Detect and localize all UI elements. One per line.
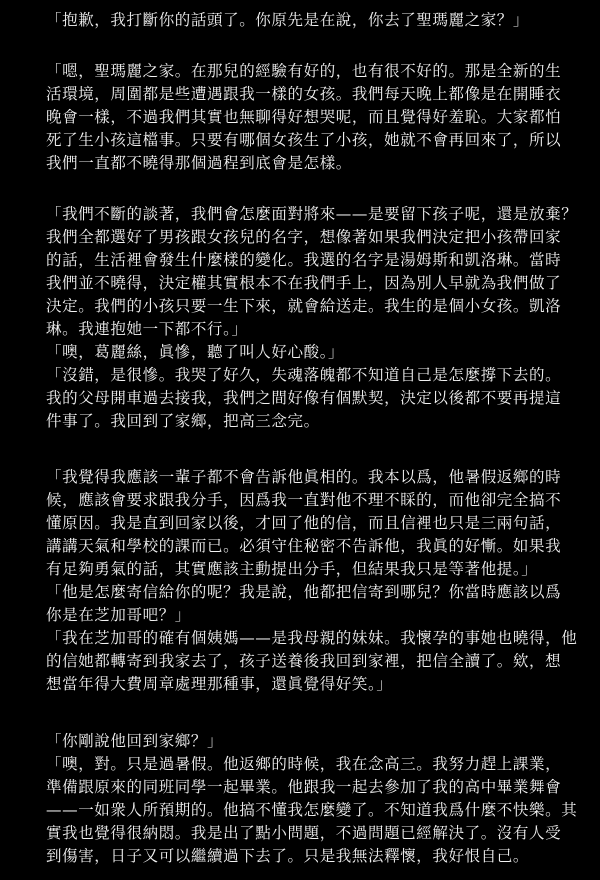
- text-line: 琳。我連抱她一下都不行。」: [46, 320, 248, 338]
- text-line: 「噢，葛麗絲，眞慘，聽了叫人好心酸。」: [46, 343, 345, 361]
- text-line: 想當年得大費周章處理那種事，還眞覺得好笑。」: [46, 675, 393, 693]
- text-line: 我的父母開車過去接我，我們之間好像有個默契，決定以後都不要再提這: [46, 389, 562, 407]
- text-line: ——一如衆人所預期的。他搞不懂我怎麼變了。不知道我爲什麼不快樂。其: [46, 801, 578, 819]
- text-line: 準備跟原來的同班同學一起畢業。他跟我一起去參加了我的高中畢業舞會: [46, 778, 562, 796]
- text-line: 「嗯，聖瑪麗之家。在那兒的經驗有好的，也有很不好的。那是全新的生: [46, 62, 562, 80]
- text-line: 晚會一樣，不過我們其實也無聊得好想哭呢，而且覺得好羞恥。大家都怕: [46, 108, 562, 126]
- text-line: 候，應該會要求跟我分手，因爲我一直對他不理不睬的，而他卻完全搞不: [46, 491, 562, 509]
- text-line: 活環境，周圍都是些遭遇跟我一樣的女孩。我們每天晚上都像是在開睡衣: [46, 85, 562, 103]
- text-line: 「噢，對。只是過暑假。他返鄉的時候，我在念高三。我努力趕上課業，: [46, 755, 562, 773]
- paragraph-5: [46, 730, 578, 868]
- text-line: 「我們不斷的談著，我們會怎麼面對將來——是要留下孩子呢，還是放棄？: [46, 205, 578, 223]
- text-line: 「我在芝加哥的確有個姨媽——是我母親的妹妹。我懷孕的事她也曉得，他: [46, 629, 578, 647]
- text-line: 「你剛說他回到家鄉？」: [46, 732, 224, 750]
- text-line: 我們並不曉得，決定權其實根本不在我們手上，因為別人早就為我們做了: [46, 274, 562, 292]
- text-line: 有足夠勇氣的話，其實應該主動提出分手，但結果我只是等著他提。」: [46, 560, 538, 578]
- text-line: 件事了。我回到了家鄉，把高三念完。: [46, 412, 320, 430]
- text-line: 實我也覺得很納悶。我是出了點小問題，不過問題已經解決了。沒有人受: [46, 824, 562, 842]
- text-line: 「他是怎麼寄信給你的呢？我是說，他都把信寄到哪兒？你當時應該以爲: [46, 583, 562, 601]
- text-line: 「我覺得我應該一輩子都不會告訴他眞相的。我本以爲，他暑假返鄉的時: [46, 468, 562, 486]
- text-line: 「沒錯，是很慘。我哭了好久，失魂落魄都不知道自己是怎麼撐下去的。: [46, 366, 562, 384]
- text-line: 懂原因。我是直到回家以後，才回了他的信，而且信裡也只是三兩句話，: [46, 514, 562, 532]
- paragraph-4: [46, 466, 578, 696]
- text-line: 決定。我們的小孩只要一生下來，就會給送走。我生的是個小女孩。凱洛: [46, 297, 562, 315]
- text-line: 你是在芝加哥吧？」: [46, 606, 191, 624]
- text-line: 的信她都轉寄到我家去了，孩子送養後我回到家裡，把信全讀了。欸，想: [46, 652, 562, 670]
- text-line: 「抱歉，我打斷你的話頭了。你原先是在說，你去了聖瑪麗之家？」: [46, 11, 530, 29]
- text-line: 到傷害，日子又可以繼續過下去了。只是我無法釋懷，我好恨自己。: [46, 847, 530, 865]
- paragraph-1: [46, 9, 566, 32]
- text-line: 講講天氣和學校的課而已。必須守住秘密不告訴他，我眞的好慚。如果我: [46, 537, 562, 555]
- text-line: 我們一直都不曉得那個過程到底會是怎樣。: [46, 154, 352, 172]
- paragraph-2: [46, 60, 566, 175]
- paragraph-3: [46, 203, 578, 433]
- text-line: 死了生小孩這檔事。只要有哪個女孩生了小孩，她就不會再回來了，所以: [46, 131, 562, 149]
- text-line: 的話，生活裡會發生什麼樣的變化。我選的名字是湯姆斯和凱洛琳。當時: [46, 251, 562, 269]
- text-line: 我們全都選好了男孩跟女孩兒的名字，想像著如果我們決定把小孩帶回家: [46, 228, 562, 246]
